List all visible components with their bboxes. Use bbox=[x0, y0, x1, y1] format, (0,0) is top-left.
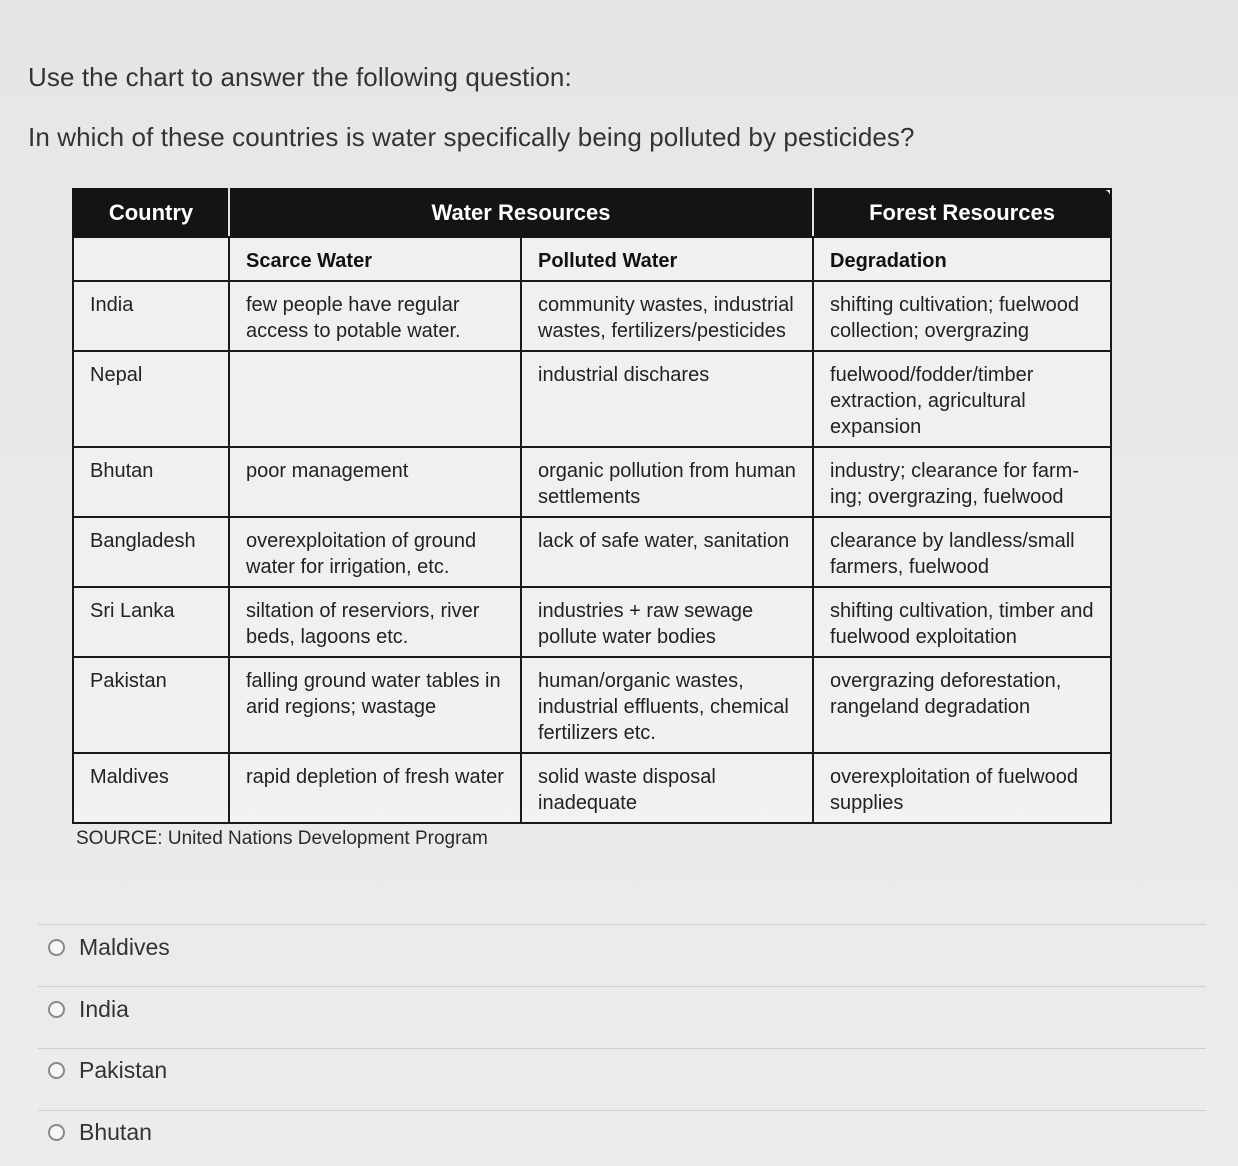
option-label: Bhutan bbox=[79, 1119, 152, 1145]
header-forest-resources: Forest Resources bbox=[813, 189, 1111, 237]
cell-scarce: falling ground water tables in arid regions; wastage bbox=[229, 657, 521, 753]
cell-polluted: community wastes, industrial wastes, fertilizers/pesticides bbox=[521, 281, 813, 351]
subheader-scarce-water: Scarce Water bbox=[229, 237, 521, 281]
option-bhutan[interactable] bbox=[48, 1119, 152, 1146]
cell-country: Bangladesh bbox=[73, 517, 229, 587]
cell-scarce: few people have regular access to potable water. bbox=[229, 281, 521, 351]
table-row bbox=[73, 351, 1111, 447]
cell-polluted: solid waste disposal inadequate bbox=[521, 753, 813, 823]
cell-polluted: lack of safe water, sanitation bbox=[521, 517, 813, 587]
cell-degradation: clearance by landless/small farmers, fuelwood bbox=[813, 517, 1111, 587]
header-water-resources: Water Resources bbox=[229, 189, 813, 237]
table-row bbox=[73, 517, 1111, 587]
cell-polluted: industrial dischares bbox=[521, 351, 813, 447]
radio-button[interactable] bbox=[48, 1124, 65, 1141]
cell-degradation: shifting cultivation; fuelwood collection; overgrazing bbox=[813, 281, 1111, 351]
question-text: In which of these countries is water specifically being polluted by pesticides? bbox=[28, 122, 915, 152]
radio-button[interactable] bbox=[48, 1001, 65, 1018]
divider bbox=[38, 986, 1206, 987]
cell-country: Maldives bbox=[73, 753, 229, 823]
option-label: Pakistan bbox=[79, 1057, 168, 1083]
cell-scarce: siltation of reserviors, river beds, lagoons etc. bbox=[229, 587, 521, 657]
resources-table bbox=[72, 188, 1112, 824]
cell-country: Pakistan bbox=[73, 657, 229, 753]
cell-scarce bbox=[229, 351, 521, 447]
radio-button[interactable] bbox=[48, 939, 65, 956]
option-maldives[interactable] bbox=[48, 934, 170, 961]
cell-country: Bhutan bbox=[73, 447, 229, 517]
cell-country: Sri Lanka bbox=[73, 587, 229, 657]
cell-degradation: fuelwood/fodder/timber extraction, agricultural expansion bbox=[813, 351, 1111, 447]
header-country: Country bbox=[73, 189, 229, 237]
cell-country: Nepal bbox=[73, 351, 229, 447]
cell-degradation: overgrazing deforestation, rangeland degradation bbox=[813, 657, 1111, 753]
option-label: Maldives bbox=[79, 934, 170, 960]
divider bbox=[38, 1048, 1206, 1049]
cell-scarce: rapid depletion of fresh water bbox=[229, 753, 521, 823]
table-subheader-row bbox=[73, 237, 1111, 281]
cell-degradation: industry; clearance for farm-ing; overgrazing, fuelwood bbox=[813, 447, 1111, 517]
cell-scarce: poor management bbox=[229, 447, 521, 517]
table-row bbox=[73, 753, 1111, 823]
divider bbox=[38, 924, 1206, 925]
table-row bbox=[73, 281, 1111, 351]
cell-country: India bbox=[73, 281, 229, 351]
chart-image bbox=[72, 188, 1110, 850]
table-header-row bbox=[73, 189, 1111, 237]
option-india[interactable] bbox=[48, 996, 129, 1023]
source-caption: SOURCE: United Nations Development Program bbox=[76, 828, 488, 849]
table-row bbox=[73, 447, 1111, 517]
cell-scarce: overexploitation of ground water for irrigation, etc. bbox=[229, 517, 521, 587]
cell-polluted: organic pollution from human settlements bbox=[521, 447, 813, 517]
radio-button[interactable] bbox=[48, 1062, 65, 1079]
divider bbox=[38, 1110, 1206, 1111]
option-label: India bbox=[79, 996, 129, 1022]
option-pakistan[interactable] bbox=[48, 1057, 167, 1084]
cell-degradation: overexploitation of fuelwood supplies bbox=[813, 753, 1111, 823]
cell-degradation: shifting cultivation, timber and fuelwood exploitation bbox=[813, 587, 1111, 657]
intro-text: Use the chart to answer the following question: bbox=[28, 62, 572, 92]
cell-polluted: industries + raw sewage pollute water bodies bbox=[521, 587, 813, 657]
table-row bbox=[73, 657, 1111, 753]
subheader-polluted-water: Polluted Water bbox=[521, 237, 813, 281]
cell-polluted: human/organic wastes, industrial effluents, chemical fertilizers etc. bbox=[521, 657, 813, 753]
subheader-blank bbox=[73, 237, 229, 281]
table-row bbox=[73, 587, 1111, 657]
subheader-degradation: Degradation bbox=[813, 237, 1111, 281]
